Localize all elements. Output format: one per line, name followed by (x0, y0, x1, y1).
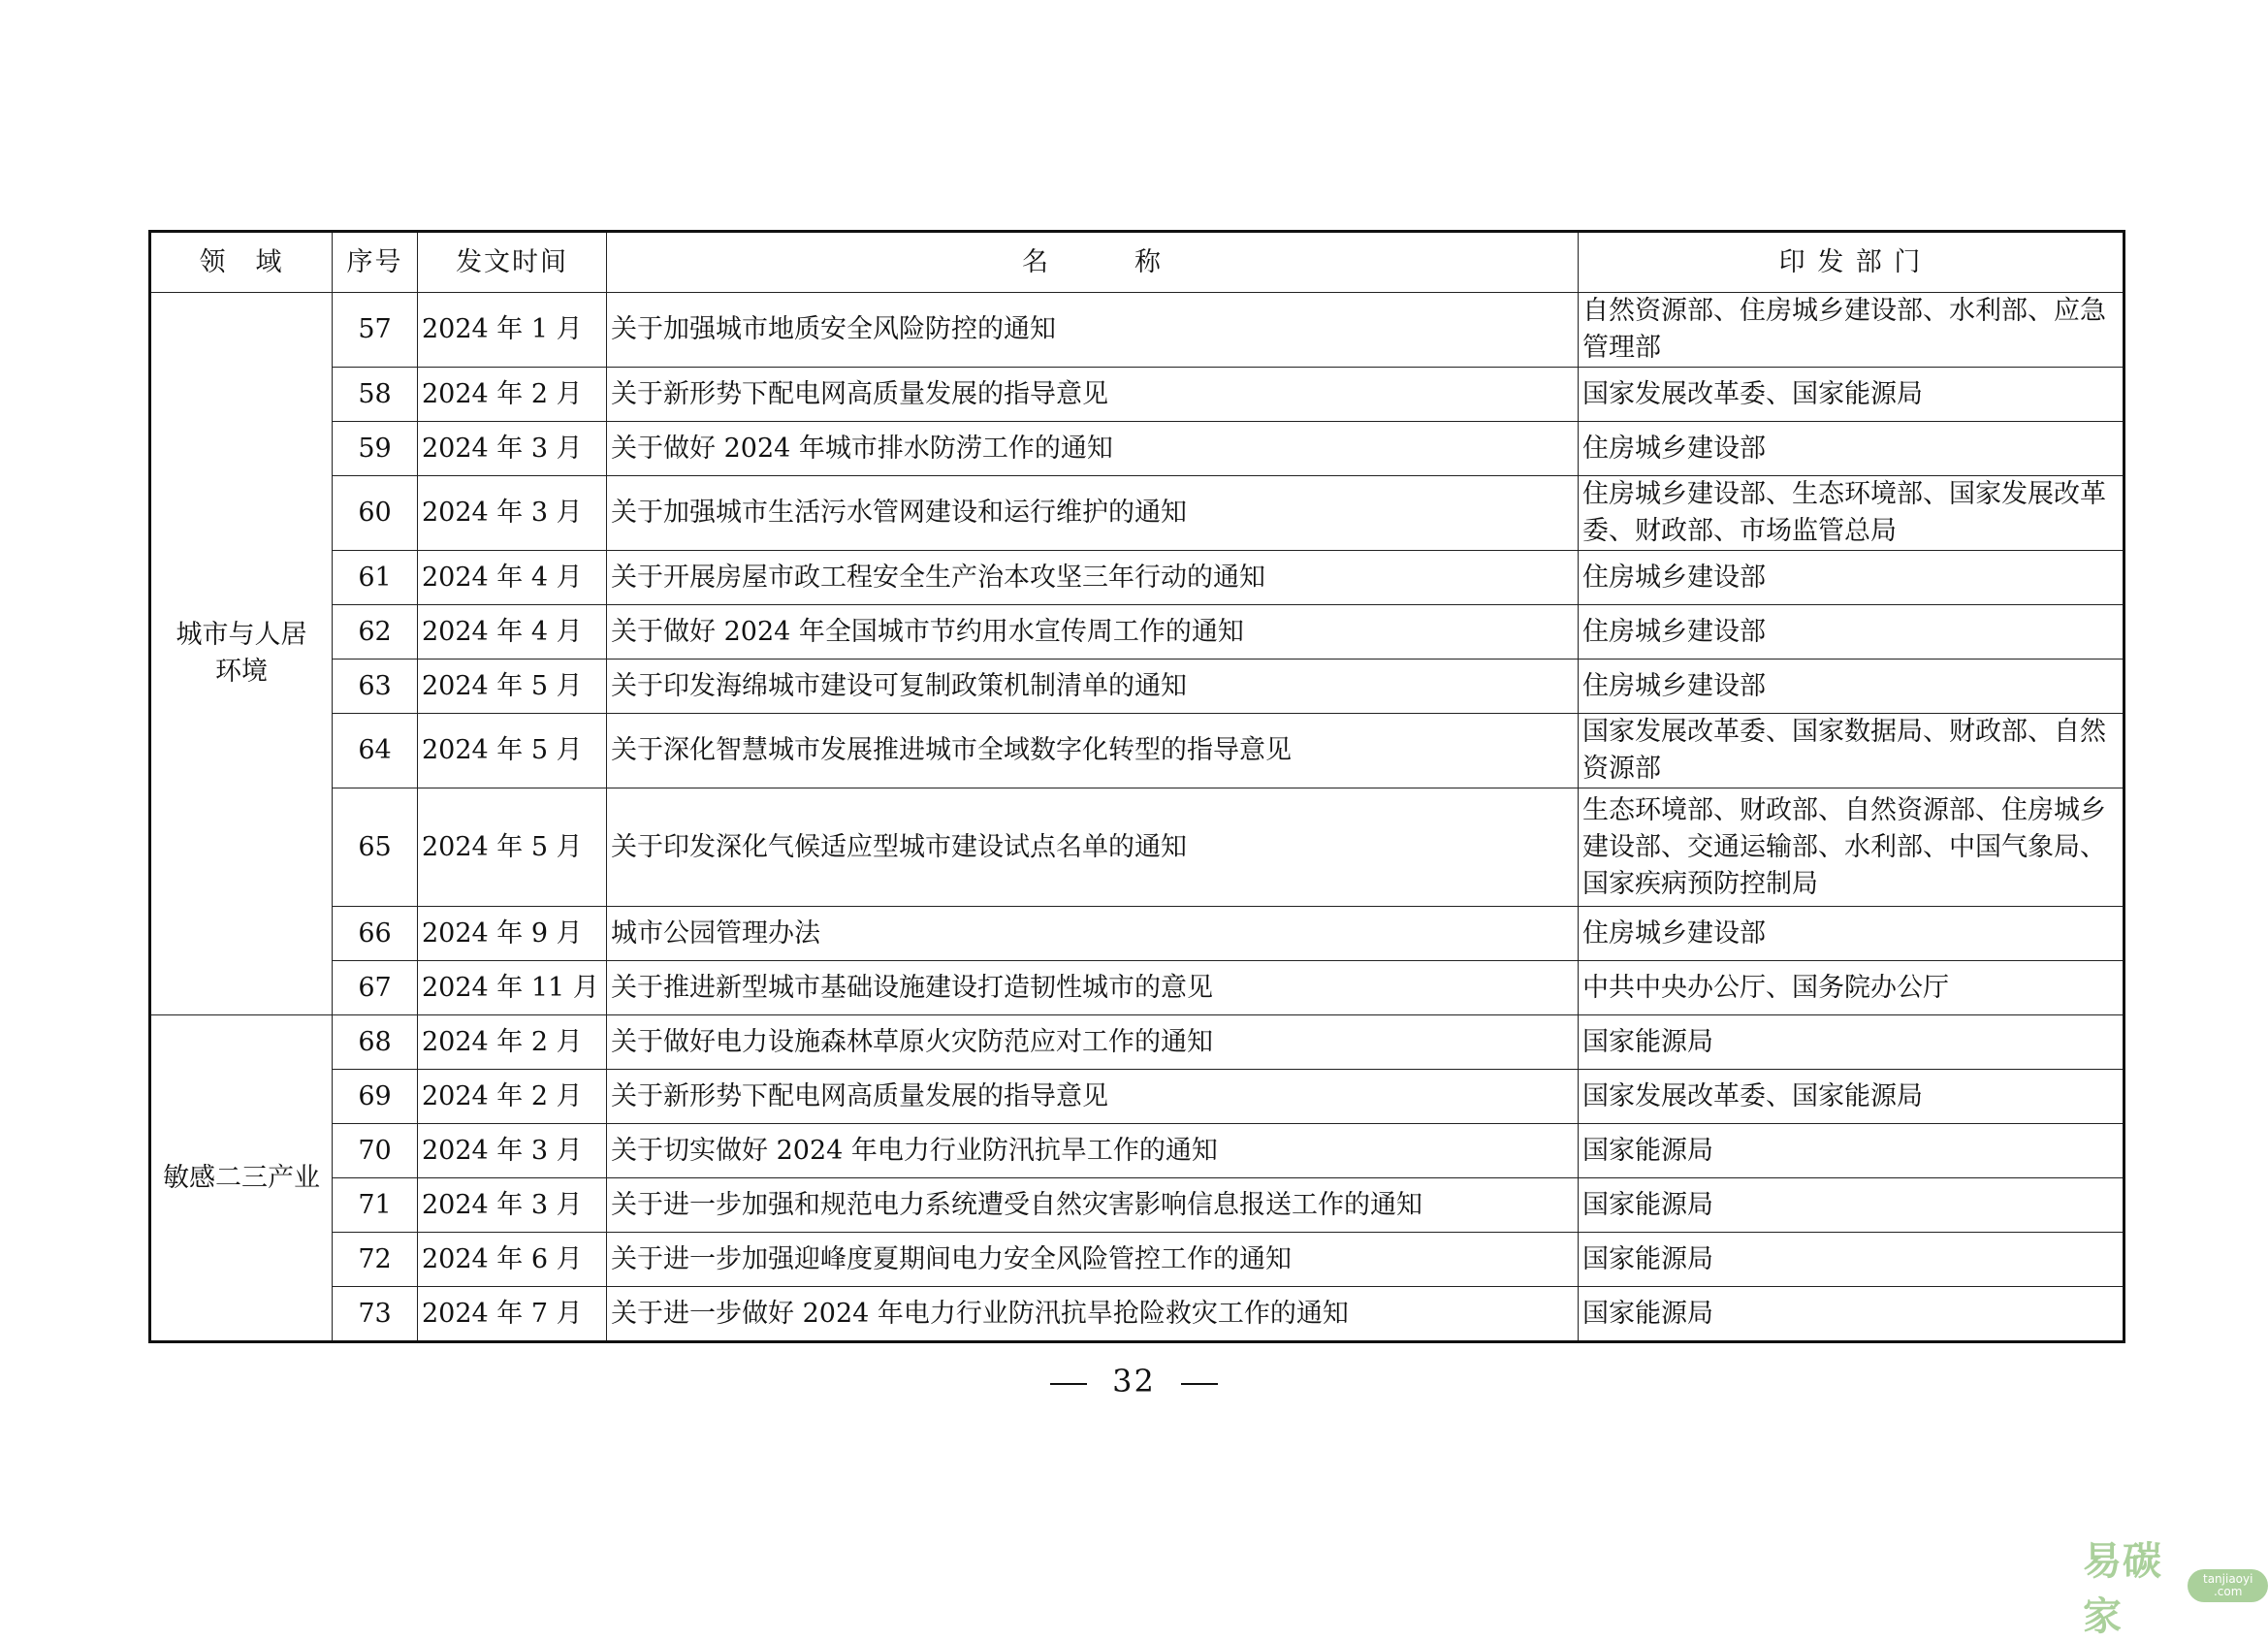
date-cell: 2024 年 5 月 (418, 714, 607, 788)
date-cell: 2024 年 1 月 (418, 293, 607, 368)
seq-cell: 62 (333, 605, 418, 660)
seq-cell: 71 (333, 1178, 418, 1233)
page-number (0, 1363, 2268, 1400)
table-row (150, 422, 2124, 476)
table-row (150, 551, 2124, 605)
dept-cell: 生态环境部、财政部、自然资源部、住房城乡建设部、交通运输部、水利部、中国气象局、国家疾病预防控制局 (1579, 788, 2124, 907)
dept-cell: 国家能源局 (1579, 1178, 2124, 1233)
watermark-brand: 易碳家 (2083, 1539, 2162, 1639)
seq-cell: 68 (333, 1015, 418, 1070)
date-cell: 2024 年 3 月 (418, 1178, 607, 1233)
table-row (150, 961, 2124, 1015)
table-row (150, 907, 2124, 961)
date-cell: 2024 年 11 月 (418, 961, 607, 1015)
title-cell: 关于进一步做好 2024 年电力行业防汛抗旱抢险救灾工作的通知 (607, 1287, 1579, 1342)
title-cell: 关于做好 2024 年全国城市节约用水宣传周工作的通知 (607, 605, 1579, 660)
dept-cell: 自然资源部、住房城乡建设部、水利部、应急管理部 (1579, 293, 2124, 368)
date-cell: 2024 年 7 月 (418, 1287, 607, 1342)
seq-cell: 63 (333, 660, 418, 714)
table-row (150, 293, 2124, 368)
page-number-dash-left (1050, 1383, 1087, 1385)
dept-cell: 住房城乡建设部 (1579, 422, 2124, 476)
date-cell: 2024 年 2 月 (418, 368, 607, 422)
dept-cell: 国家发展改革委、国家能源局 (1579, 368, 2124, 422)
title-cell: 关于加强城市地质安全风险防控的通知 (607, 293, 1579, 368)
seq-cell: 65 (333, 788, 418, 907)
dept-cell: 住房城乡建设部 (1579, 605, 2124, 660)
date-cell: 2024 年 3 月 (418, 422, 607, 476)
date-cell: 2024 年 9 月 (418, 907, 607, 961)
table-header-row (150, 232, 2124, 293)
seq-cell: 64 (333, 714, 418, 788)
field-cell: 敏感二三产业 (150, 1015, 333, 1342)
seq-cell: 67 (333, 961, 418, 1015)
header-seq: 序号 (333, 232, 418, 293)
seq-cell: 69 (333, 1070, 418, 1124)
header-field: 领 域 (150, 232, 333, 293)
dept-cell: 住房城乡建设部 (1579, 660, 2124, 714)
table-row (150, 1233, 2124, 1287)
title-cell: 关于进一步加强迎峰度夏期间电力安全风险管控工作的通知 (607, 1233, 1579, 1287)
seq-cell: 59 (333, 422, 418, 476)
title-cell: 关于做好电力设施森林草原火灾防范应对工作的通知 (607, 1015, 1579, 1070)
field-cell: 城市与人居 环境 (150, 293, 333, 1015)
table-row (150, 1124, 2124, 1178)
title-cell: 关于印发深化气候适应型城市建设试点名单的通知 (607, 788, 1579, 907)
title-cell: 城市公园管理办法 (607, 907, 1579, 961)
title-cell: 关于新形势下配电网高质量发展的指导意见 (607, 368, 1579, 422)
dept-cell: 国家发展改革委、国家数据局、财政部、自然资源部 (1579, 714, 2124, 788)
title-cell: 关于做好 2024 年城市排水防涝工作的通知 (607, 422, 1579, 476)
seq-cell: 57 (333, 293, 418, 368)
table-row (150, 605, 2124, 660)
table-row (150, 1015, 2124, 1070)
title-cell: 关于开展房屋市政工程安全生产治本攻坚三年行动的通知 (607, 551, 1579, 605)
dept-cell: 国家能源局 (1579, 1015, 2124, 1070)
seq-cell: 73 (333, 1287, 418, 1342)
date-cell: 2024 年 3 月 (418, 1124, 607, 1178)
table-row (150, 368, 2124, 422)
title-cell: 关于加强城市生活污水管网建设和运行维护的通知 (607, 476, 1579, 551)
header-date: 发文时间 (418, 232, 607, 293)
table-body (150, 293, 2124, 1342)
table-row (150, 714, 2124, 788)
date-cell: 2024 年 6 月 (418, 1233, 607, 1287)
dept-cell: 住房城乡建设部 (1579, 551, 2124, 605)
date-cell: 2024 年 5 月 (418, 660, 607, 714)
title-cell: 关于新形势下配电网高质量发展的指导意见 (607, 1070, 1579, 1124)
date-cell: 2024 年 4 月 (418, 605, 607, 660)
dept-cell: 国家能源局 (1579, 1233, 2124, 1287)
seq-cell: 58 (333, 368, 418, 422)
policy-table (148, 230, 2125, 1343)
watermark-logo (2083, 1530, 2268, 1641)
dept-cell: 国家能源局 (1579, 1287, 2124, 1342)
table-row (150, 1070, 2124, 1124)
page-number-value: 32 (1112, 1363, 1156, 1400)
seq-cell: 60 (333, 476, 418, 551)
table-row (150, 1178, 2124, 1233)
title-cell: 关于进一步加强和规范电力系统遭受自然灾害影响信息报送工作的通知 (607, 1178, 1579, 1233)
title-cell: 关于印发海绵城市建设可复制政策机制清单的通知 (607, 660, 1579, 714)
date-cell: 2024 年 2 月 (418, 1015, 607, 1070)
seq-cell: 66 (333, 907, 418, 961)
date-cell: 2024 年 2 月 (418, 1070, 607, 1124)
table-row (150, 660, 2124, 714)
table-row (150, 1287, 2124, 1342)
page-number-dash-right (1181, 1383, 1218, 1385)
seq-cell: 70 (333, 1124, 418, 1178)
date-cell: 2024 年 4 月 (418, 551, 607, 605)
date-cell: 2024 年 3 月 (418, 476, 607, 551)
title-cell: 关于推进新型城市基础设施建设打造韧性城市的意见 (607, 961, 1579, 1015)
title-cell: 关于深化智慧城市发展推进城市全域数字化转型的指导意见 (607, 714, 1579, 788)
table-row (150, 476, 2124, 551)
title-cell: 关于切实做好 2024 年电力行业防汛抗旱工作的通知 (607, 1124, 1579, 1178)
header-title: 名 称 (607, 232, 1579, 293)
table-row (150, 788, 2124, 907)
dept-cell: 国家发展改革委、国家能源局 (1579, 1070, 2124, 1124)
seq-cell: 72 (333, 1233, 418, 1287)
dept-cell: 住房城乡建设部 (1579, 907, 2124, 961)
seq-cell: 61 (333, 551, 418, 605)
header-dept: 印 发 部 门 (1579, 232, 2124, 293)
dept-cell: 住房城乡建设部、生态环境部、国家发展改革委、财政部、市场监管总局 (1579, 476, 2124, 551)
dept-cell: 中共中央办公厅、国务院办公厅 (1579, 961, 2124, 1015)
dept-cell: 国家能源局 (1579, 1124, 2124, 1178)
watermark-site: tanjiaoyi .com (2188, 1569, 2268, 1602)
date-cell: 2024 年 5 月 (418, 788, 607, 907)
